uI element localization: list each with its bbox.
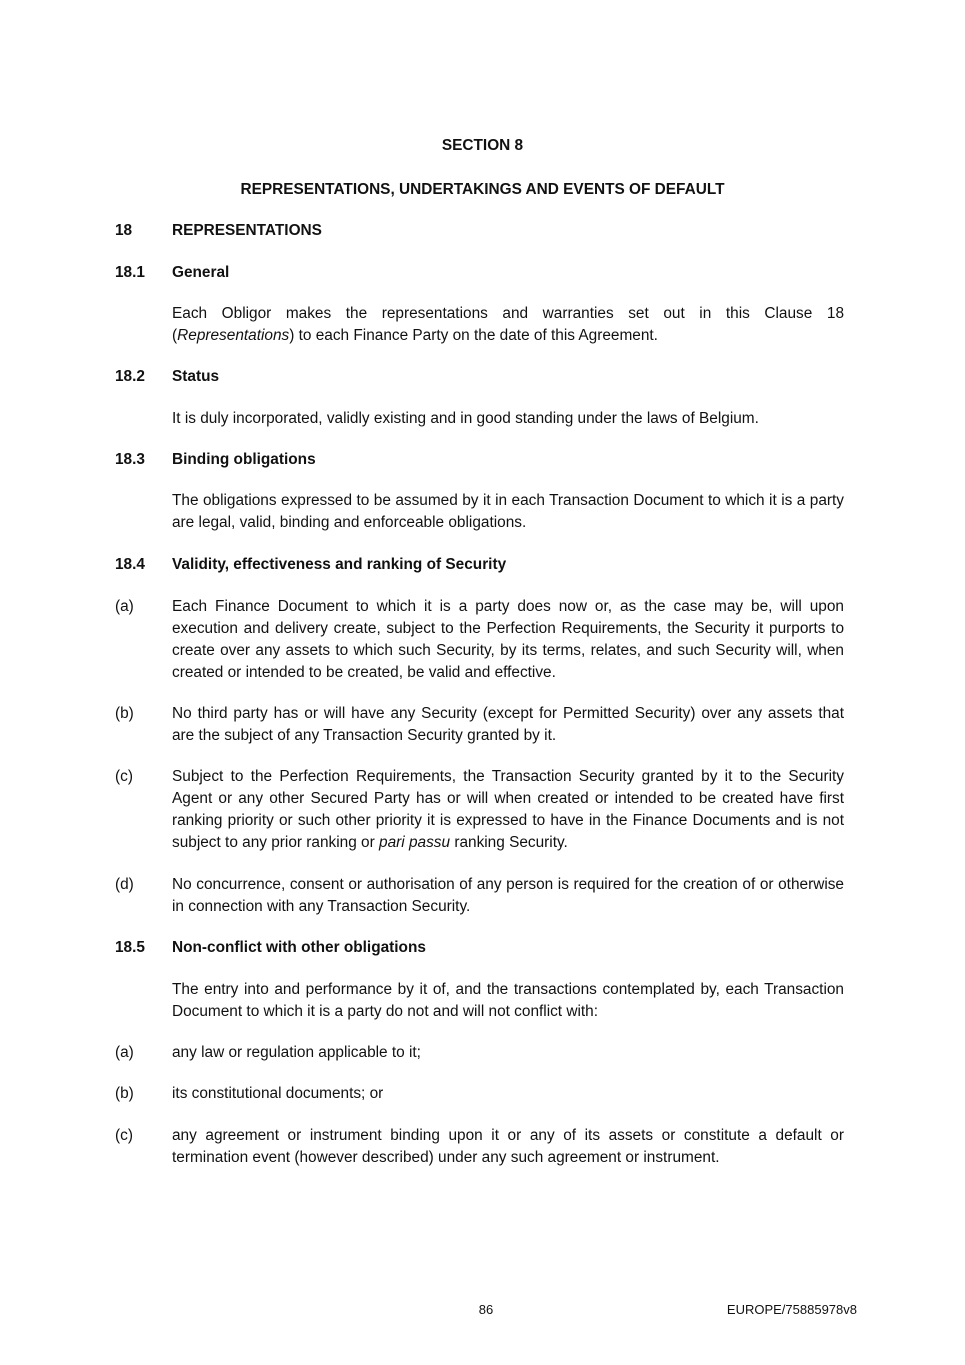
clause-18-4-a-text: Each Finance Document to which it is a party does now or, as the case may be, will upon execution and delivery create, subject to the Perfection Requirements, the Security it purports to create over any assets to which such Security, by its terms, relates, and such Security will, when created or intended to be created, be valid and effective. — [172, 598, 844, 681]
clause-18-1-number: 18.1 — [115, 264, 145, 281]
section-label: SECTION 8 — [441, 137, 524, 154]
clause-18-2-title: Status — [172, 368, 220, 385]
clause-18-5-c-label: (c) — [115, 1127, 133, 1144]
page-number: 86 — [478, 1302, 494, 1317]
clause-18-1-text — [172, 303, 844, 347]
clause-18-5-b-label: (b) — [115, 1085, 134, 1102]
clause-18-2-text: It is duly incorporated, validly existing and in good standing under the laws of Belgium. — [172, 410, 759, 427]
clause-18-4-c-label: (c) — [115, 768, 133, 785]
clause-18-title: REPRESENTATIONS — [172, 222, 322, 239]
clause-18-1-text-before: Each Obligor makes the representations and warranties set out in this Clause 18 ( — [172, 305, 844, 344]
clause-18-4-b-label: (b) — [115, 705, 134, 722]
clause-18-5-a-text: any law or regulation applicable to it; — [172, 1044, 421, 1061]
section-title: REPRESENTATIONS, UNDERTAKINGS AND EVENTS OF DEFAULT — [240, 181, 725, 198]
clause-18-4-b-text: No third party has or will have any Security (except for Permitted Security) over any assets that are the subject of any Transaction Security granted by it. — [172, 705, 844, 744]
clause-18-number: 18 — [115, 222, 133, 239]
clause-18-4-d-text: No concurrence, consent or authorisation of any person is required for the creation of or otherwise in connection with any Transaction Security. — [172, 876, 844, 915]
clause-18-4-c-text-italic: pari passu — [379, 834, 451, 851]
clause-18-4-a-label: (a) — [115, 598, 134, 615]
clause-18-5-intro: The entry into and performance by it of, and the transactions contemplated by, each Transaction Document to which it is a party do not and will not conflict with: — [172, 981, 844, 1020]
clause-18-5-title: Non-conflict with other obligations — [172, 939, 426, 956]
clause-18-4-d-label: (d) — [115, 876, 134, 893]
clause-18-4-c-text — [172, 766, 844, 854]
clause-18-4-number: 18.4 — [115, 556, 145, 573]
clause-18-1-text-italic: Representations — [177, 327, 290, 344]
clause-18-4-c-text-before: Subject to the Perfection Requirements, the Transaction Security granted by it to the Security Agent or any other Secured Party has or will when created or intended to be created have first ranking priority or such other priority it is expressed to have in the Finance Documents and is not subject to any prior ranking or — [172, 768, 844, 851]
clause-18-3-text: The obligations expressed to be assumed by it in each Transaction Document to which it is a party are legal, valid, binding and enforceable obligations. — [172, 492, 844, 531]
clause-18-5-c-text: any agreement or instrument binding upon it or any of its assets or constitute a default or termination event (however described) under any such agreement or instrument. — [172, 1127, 844, 1166]
clause-18-2-number: 18.2 — [115, 368, 145, 385]
clause-18-3-title: Binding obligations — [172, 451, 316, 468]
clause-18-5-number: 18.5 — [115, 939, 145, 956]
clause-18-3-number: 18.3 — [115, 451, 145, 468]
document-reference: EUROPE/75885978v8 — [726, 1302, 857, 1317]
clause-18-1-title: General — [172, 264, 230, 281]
clause-18-1-text-after: ) to each Finance Party on the date of this Agreement. — [289, 327, 658, 344]
clause-18-5-a-label: (a) — [115, 1044, 134, 1061]
clause-18-4-c-text-after: ranking Security. — [450, 834, 568, 851]
clause-18-4-title: Validity, effectiveness and ranking of Security — [172, 556, 507, 573]
clause-18-5-b-text: its constitutional documents; or — [172, 1085, 384, 1102]
